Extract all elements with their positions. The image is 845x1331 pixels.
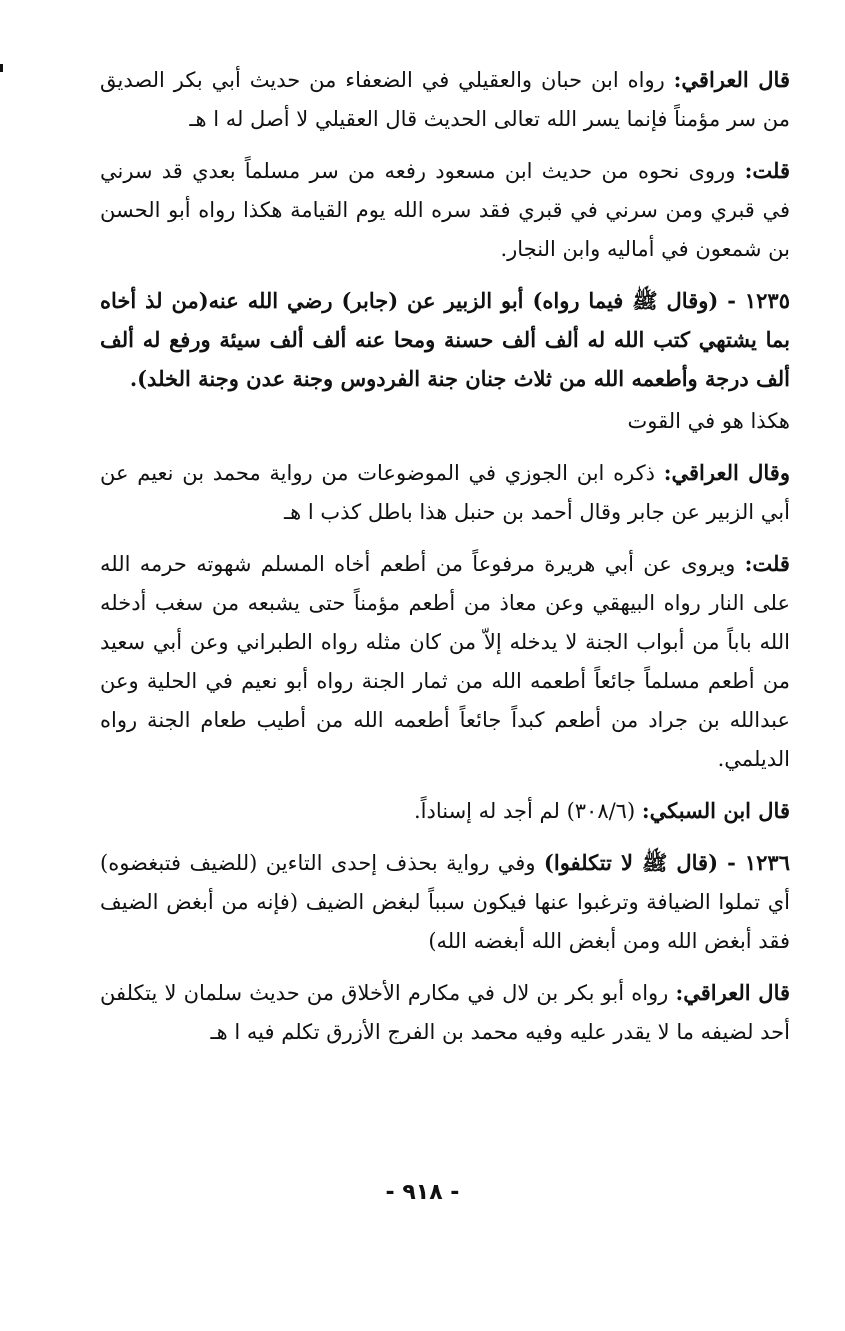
paragraph-iraqi-2 — [100, 453, 790, 532]
paragraph-lead: قال العراقي: — [673, 67, 790, 92]
hadith-1235 — [100, 281, 790, 398]
hadith-text: وفي رواية بحذف إحدى التاءين (للضيف فتبغضوه) أي تملوا الضيافة وترغبوا عنها فيكون سبباً لبغض الضيف (فإنه من أبغض الضيف فقد أبغض الله ومن أبغض الله أبغضه الله) — [100, 851, 790, 953]
paragraph-lead: قلت: — [744, 551, 790, 576]
paragraph-lead: وقال العراقي: — [663, 460, 790, 485]
hadith-number: ١٢٣٦ - (قال ﷺ لا تتكلفوا) — [543, 850, 790, 875]
paragraph-lead: قال العراقي: — [675, 980, 791, 1005]
paragraph-subki — [100, 791, 790, 831]
paragraph-text: رواه ابن حبان والعقيلي في الضعفاء من حديث أبي بكر الصديق من سر مؤمناً فإنما يسر الله تعالى الحديث قال العقيلي لا أصل له ا هـ — [100, 68, 790, 131]
paragraph-text: وروى نحوه من حديث ابن مسعود رفعه من سر مسلماً بعدي قد سرني في قبري ومن سرني في قبري فقد سره الله يوم القيامة هكذا رواه أبو الحسن بن شمعون في أماليه وابن النجار. — [100, 159, 790, 261]
paragraph-lead: قلت: — [744, 158, 790, 183]
paragraph-qultu-1 — [100, 151, 790, 269]
paragraph-qultu-2 — [100, 544, 790, 779]
margin-mark — [0, 64, 3, 72]
paragraph-lead: قال ابن السبكي: — [641, 798, 790, 823]
page-body — [100, 60, 790, 1064]
paragraph-iraqi-3 — [100, 973, 790, 1052]
hadith-text: أبو الزبير عن (جابر) رضي الله عنه(من لذ أخاه بما يشتهي كتب الله له ألف ألف حسنة ومحا عنه ألف ألف سيئة ورفع له ألف ألف درجة وأطعمه الله من ثلاث جنان جنة الفردوس وجنة عدن وجنة الخلد). — [100, 288, 790, 391]
paragraph-text: ذكره ابن الجوزي في الموضوعات من رواية محمد بن نعيم عن أبي الزبير عن جابر وقال أحمد بن حنبل هذا باطل كذب ا هـ — [100, 461, 790, 524]
page-number: - ٩١٨ - — [385, 1180, 460, 1205]
paragraph-text: (٣٠٨/٦) لم أجد له إسناداً. — [413, 799, 636, 823]
paragraph-text: ويروى عن أبي هريرة مرفوعاً من أطعم أخاه المسلم شهوته حرمه الله على النار رواه البيهقي وعن معاذ من أطعم مؤمناً حتى يشبعه من سغب أدخله الله باباً من أبواب الجنة لا يدخله إلاّ من كان مثله رواه الطبراني وعن أبي سعيد من أطعم مسلماً جائعاً أطعمه الله من ثمار الجنة رواه أبو نعيم في الحلية وعن عبدالله بن جراد من أطعم كبداً جائعاً أطعمه الله من أطيب طعام الجنة رواه الديلمي. — [100, 552, 790, 771]
paragraph-text: رواه أبو بكر بن لال في مكارم الأخلاق من حديث سلمان لا يتكلفن أحد لضيفه ما لا يقدر عليه وفيه محمد بن الفرج الأزرق تكلم فيه ا هـ — [100, 981, 790, 1044]
paragraph-note — [100, 402, 790, 441]
paragraph-iraqi-1 — [100, 60, 790, 139]
hadith-1236 — [100, 843, 790, 961]
hadith-number: ١٢٣٥ - (وقال ﷺ فيما رواه) — [532, 288, 790, 313]
paragraph-text: هكذا هو في القوت — [627, 409, 790, 433]
